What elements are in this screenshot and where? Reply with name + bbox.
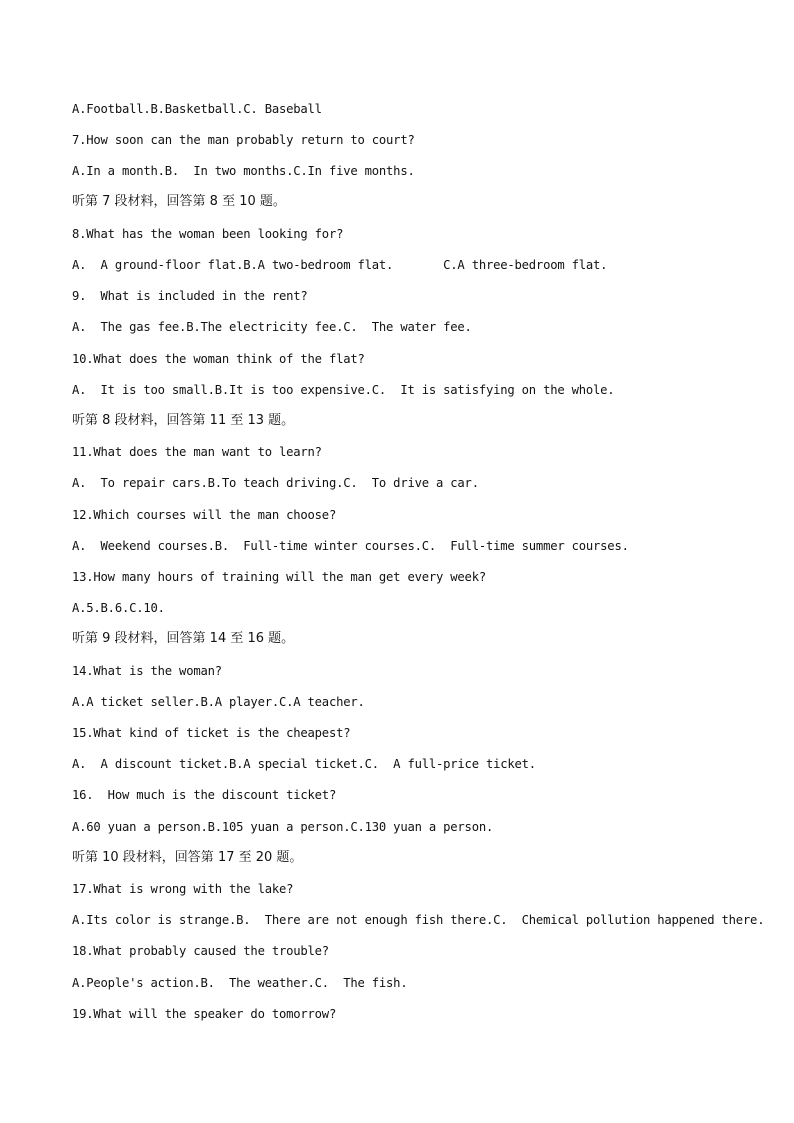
answer-options-q10: A. It is too small.B.It is too expensive.C. It is satisfying on the whole. [72, 383, 615, 397]
answer-options-q11: A. To repair cars.B.To teach driving.C. To drive a car. [72, 476, 479, 490]
question-15: 15.What kind of ticket is the cheapest? [72, 726, 351, 740]
question-19: 19.What will the speaker do tomorrow? [72, 1007, 337, 1021]
answer-options-q15: A. A discount ticket.B.A special ticket.C. A full-price ticket. [72, 757, 536, 771]
answer-options-q14: A.A ticket seller.B.A player.C.A teacher. [72, 695, 365, 709]
answer-options-q8: A. A ground-floor flat.B.A two-bedroom flat. C.A three-bedroom flat. [72, 258, 608, 272]
answer-options-q7: A.In a month.B. In two months.C.In five months. [72, 164, 415, 178]
answer-options-q6: A.Football.B.Basketball.C. Baseball [72, 102, 322, 116]
answer-options-q17: A.Its color is strange.B. There are not enough fish there.C. Chemical pollution happened there. [72, 913, 765, 927]
section-heading-passage-10: 听第 10 段材料，回答第 17 至 20 题。 [72, 850, 303, 865]
section-heading-passage-8: 听第 8 段材料，回答第 11 至 13 题。 [72, 413, 295, 428]
question-7: 7.How soon can the man probably return to court? [72, 133, 415, 147]
answer-options-q12: A. Weekend courses.B. Full-time winter courses.C. Full-time summer courses. [72, 539, 629, 553]
question-14: 14.What is the woman? [72, 664, 222, 678]
question-16: 16. How much is the discount ticket? [72, 788, 337, 802]
question-13: 13.How many hours of training will the man get every week? [72, 570, 486, 584]
question-11: 11.What does the man want to learn? [72, 445, 322, 459]
answer-options-q18: A.People's action.B. The weather.C. The fish. [72, 976, 408, 990]
section-heading-passage-9: 听第 9 段材料，回答第 14 至 16 题。 [72, 631, 295, 646]
answer-options-q9: A. The gas fee.B.The electricity fee.C. The water fee. [72, 320, 472, 334]
answer-options-q16: A.60 yuan a person.B.105 yuan a person.C.130 yuan a person. [72, 820, 494, 834]
answer-options-q13: A.5.B.6.C.10. [72, 601, 165, 615]
question-9: 9. What is included in the rent? [72, 289, 308, 303]
section-heading-passage-7: 听第 7 段材料，回答第 8 至 10 题。 [72, 194, 286, 209]
question-10: 10.What does the woman think of the flat? [72, 352, 365, 366]
question-8: 8.What has the woman been looking for? [72, 227, 344, 241]
question-12: 12.Which courses will the man choose? [72, 508, 337, 522]
question-18: 18.What probably caused the trouble? [72, 944, 329, 958]
question-17: 17.What is wrong with the lake? [72, 882, 294, 896]
